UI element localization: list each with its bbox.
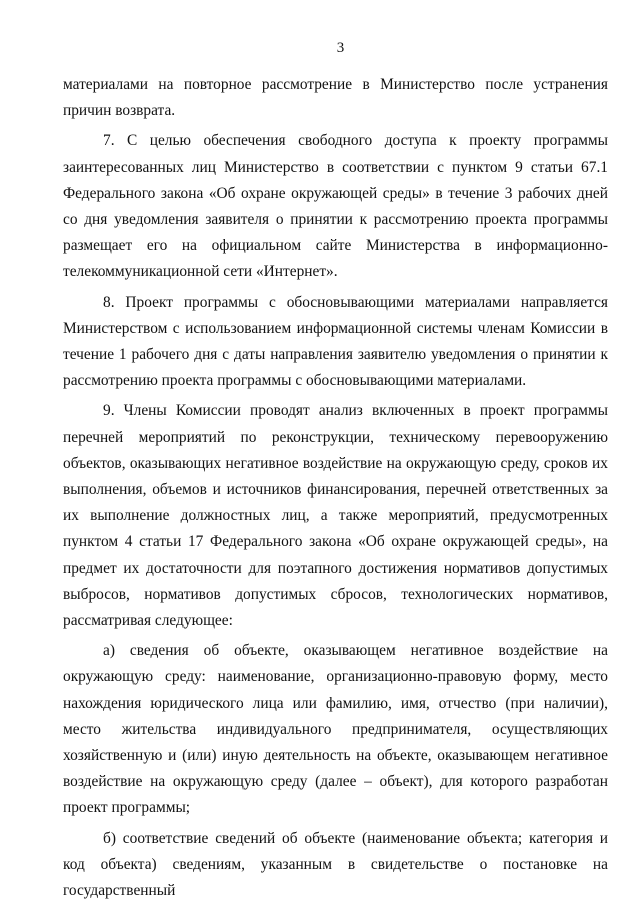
paragraph-7: 7. С целью обеспечения свободного доступа к проекту программы заинтересованных лиц Министерство в соответствии с пунктом 9 статьи 67.1 Федерального закона «Об охране окружающей среды» в течение 3 рабочих дней со дня уведомления заявителя о принятии к рассмотрению проекта программы размещает его на официальном сайте Министерства в информационно-телекоммуникационной сети «Интернет». <box>63 132 608 281</box>
paragraph-9-b: б) соответствие сведений об объекте (наименование объекта; категория и код объекта) сведениям, указанным в свидетельстве о постановке на государственный <box>63 829 608 900</box>
paragraph-9: 9. Члены Комиссии проводят анализ включенных в проект программы перечней мероприятий по реконструкции, техническому перевооружению объектов, оказывающих негативное воздействие на окружающую среду, сроков их выполнения, объемов и источников финансирования, перечней ответственных за их выполнение должностных лиц, а также мероприятий, предусмотренных пунктом 4 статьи 17 Федерального закона «Об охране окружающей среды», на предмет их достаточности для поэтапного достижения нормативов допустимых выбросов, нормативов допустимых сбросов, технологических нормативов, рассматривая следующее: <box>63 402 608 630</box>
paragraph-8: 8. Проект программы с обосновывающими материалами направляется Министерством с использованием информационной системы членам Комиссии в течение 1 рабочего дня с даты направления заявителю уведомления о принятии к рассмотрению проекта программы с обосновывающими материалами. <box>63 293 608 390</box>
page-number: 3 <box>336 40 345 56</box>
paragraph-9-a: а) сведения об объекте, оказывающем негативное воздействие на окружающую среду: наименование, организационно-правовую форму, место нахождения юридического лица или фамилию, имя, отчество (при наличии), место жительства индивидуального предпринимателя, осуществляющих хозяйственную и (или) иную деятельность на объекте, оказывающем негативное воздействие на окружающую среду (далее – объект), для которого разработан проект программы; <box>63 642 608 817</box>
paragraph-continuation: материалами на повторное рассмотрение в Министерство после устранения причин возврата. <box>63 76 608 120</box>
